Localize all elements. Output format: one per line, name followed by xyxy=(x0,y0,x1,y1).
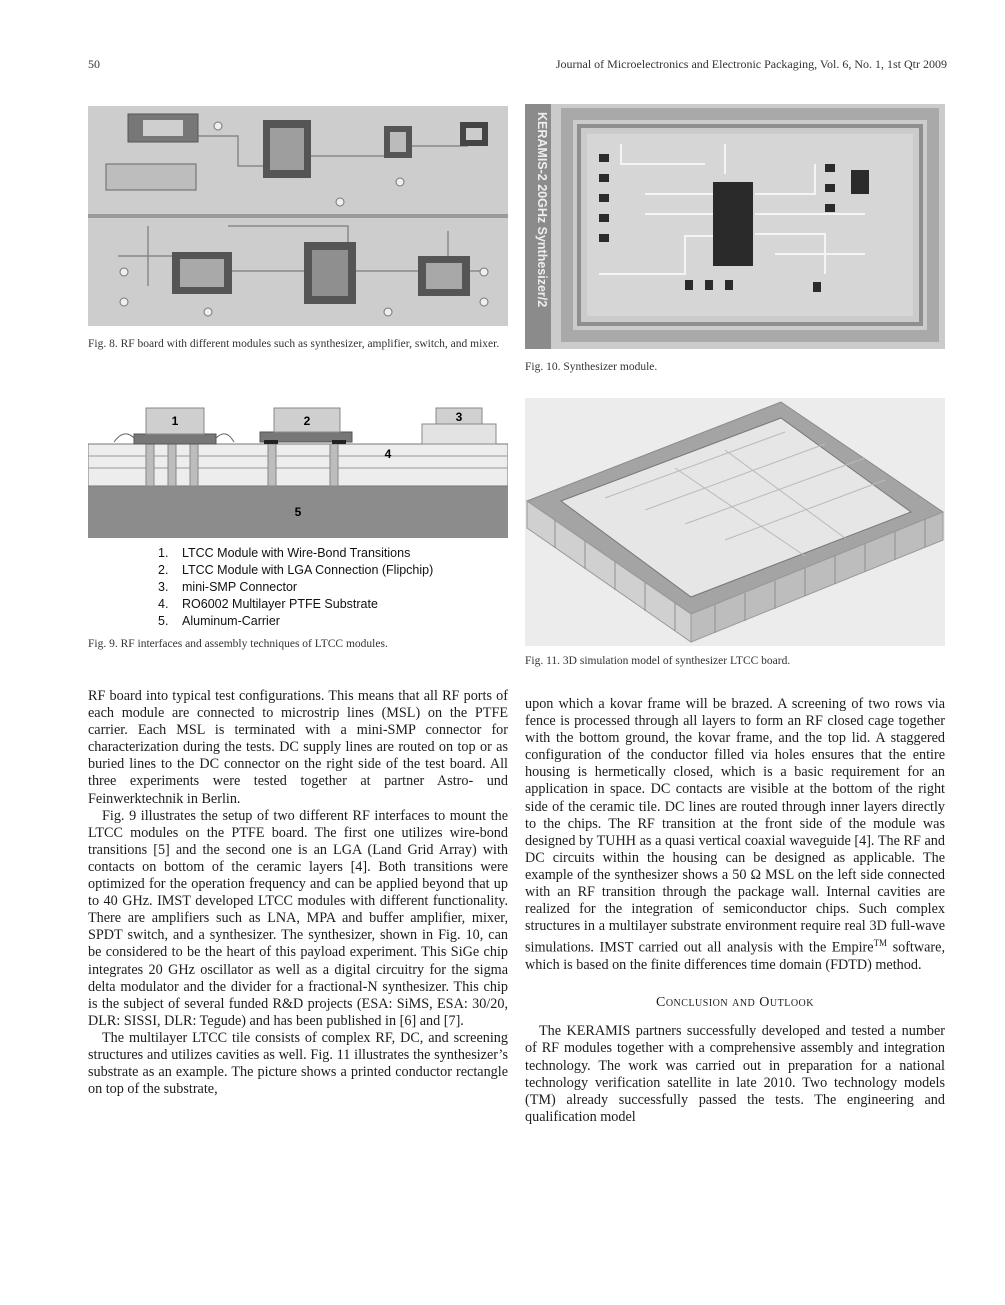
legend-number: 5. xyxy=(158,614,169,628)
fig8-illustration xyxy=(88,106,508,326)
left-paragraph-3: The multilayer LTCC tile consists of complex RF, DC, and screening structures and utilizes cavities as well. Fig. 11 illustrates the synthesizer’s substrate as an example. The picture shows a printed conductor rectangle on top of the substrate, xyxy=(88,1029,508,1098)
legend-text: mini-SMP Connector xyxy=(182,580,298,594)
fig11-3d-model xyxy=(525,398,945,646)
fig10-illustration xyxy=(525,104,945,349)
fig9-label-1: 1 xyxy=(171,414,179,428)
right-paragraph-1-main: upon which a kovar frame will be brazed. A screening of two rows via fence is processed through all layers to form an RF closed cage together with the bottom ground, the kovar frame, and the top lid. A staggered configuration of the conductor filled via holes ensures that the entire housing is hermetically closed, which is a basic requirement for an application in space. DC contacts are visible at the bottom of the right side of the ceramic tile. DC lines are routed through inner layers directly to the chips. The RF transition at the front side of the module was designed by TUHH as a quasi vertical coaxial waveguide [4]. The RF and DC circuits within the housing can be designed as applicable. The example of the synthesizer shows a 50 Ω MSL on the left side connected with an RF transition through the package wall. Internal cavities are realized for the integration of semiconductor chips. Such complex structures in a multilayer substrate environment require real 3D full-wave simulations. IMST carried out all analysis with the Empire xyxy=(525,696,945,957)
fig9-cross-section xyxy=(88,404,508,538)
legend-item xyxy=(158,545,508,562)
legend-text: LTCC Module with Wire-Bond Transitions xyxy=(182,546,411,560)
fig9-illustration xyxy=(88,404,508,538)
fig9-legend xyxy=(158,545,508,630)
legend-number: 1. xyxy=(158,546,169,560)
fig11-illustration xyxy=(525,398,945,646)
fig10-synthesizer-photo xyxy=(525,104,945,349)
right-paragraph-2: The KERAMIS partners successfully developed and tested a number of RF modules together with a comprehensive assembly and integration technology. The work was carried out in preparation for a national technology verification satellite in late 2010. Two technology models (TM) already successfully passed the tests. The engineering and qualification model xyxy=(525,1023,945,1125)
legend-text: Aluminum-Carrier xyxy=(182,614,280,628)
left-paragraph-2: Fig. 9 illustrates the setup of two different RF interfaces to mount the LTCC modules on the PTFE board. The first one utilizes wire-bond transitions [5] and the second one is an LGA (Land Grid Array) with contacts on bottom of the ceramic layers [4]. Both transitions were optimized for the operation frequency and can be applied beyond that up to 40 GHz. IMST developed LTCC modules with different functionality. There are amplifiers such as LNA, MPA and buffer amplifier, mixer, SPDT switch, and a synthesizer. The synthesizer, shown in Fig. 10, can be considered to be the heart of this payload experiment. This SiGe chip integrates 20 GHz oscillator as well as a digital circuitry for the sigma delta modulator and the divider for a fractional-N synthesizer. This chip is the subject of several funded R&D projects (ESA: SiMS, ESA: 30/20, DLR: SISSI, DLR: Tegude) and has been published in [6] and [7]. xyxy=(88,807,508,1029)
legend-text: LTCC Module with LGA Connection (Flipchip) xyxy=(182,563,434,577)
trademark-superscript: TM xyxy=(873,938,888,949)
fig9-label-3: 3 xyxy=(455,410,463,424)
fig8-rf-board-photo xyxy=(88,106,508,326)
right-paragraph-1 xyxy=(525,696,945,974)
legend-item xyxy=(158,613,508,630)
left-column xyxy=(88,688,508,1098)
fig9-label-2: 2 xyxy=(303,414,311,428)
right-paragraph-1-end: software, which is based on the finite differences time domain (FDTD) method. xyxy=(525,940,945,974)
legend-number: 4. xyxy=(158,597,169,611)
fig8-caption: Fig. 8. RF board with different modules such as synthesizer, amplifier, switch, and mixer. xyxy=(88,338,500,350)
right-column xyxy=(525,696,945,1126)
fig9-label-5: 5 xyxy=(294,505,302,519)
fig10-caption: Fig. 10. Synthesizer module. xyxy=(525,361,658,373)
legend-item xyxy=(158,596,508,613)
fig10-board-text: KERAMIS-2 20GHz Synthesizer/2 xyxy=(535,112,549,308)
synth-chip xyxy=(713,182,753,266)
section-heading: Conclusion and Outlook xyxy=(656,995,814,1011)
legend-item xyxy=(158,579,508,596)
legend-number: 2. xyxy=(158,563,169,577)
fig11-caption: Fig. 11. 3D simulation model of synthesizer LTCC board. xyxy=(525,655,791,667)
fig9-label-4: 4 xyxy=(384,447,392,461)
legend-number: 3. xyxy=(158,580,169,594)
fig9-caption: Fig. 9. RF interfaces and assembly techniques of LTCC modules. xyxy=(88,638,388,650)
left-paragraph-1: RF board into typical test configurations. This means that all RF ports of each module are connected to microstrip lines (MSL) on the PTFE carrier. Each MSL is terminated with a mini-SMP connector for characterization during the tests. DC supply lines are routed on top or as buried lines to the DC connector on the right side of the test board. All three experiments were tested together at partner Astro- und Feinwerktechnik in Berlin. xyxy=(88,688,508,807)
legend-item xyxy=(158,562,508,579)
legend-text: RO6002 Multilayer PTFE Substrate xyxy=(182,597,378,611)
journal-header: Journal of Microelectronics and Electronic Packaging, Vol. 6, No. 1, 1st Qtr 2009 xyxy=(555,57,947,71)
page-number: 50 xyxy=(88,57,100,71)
